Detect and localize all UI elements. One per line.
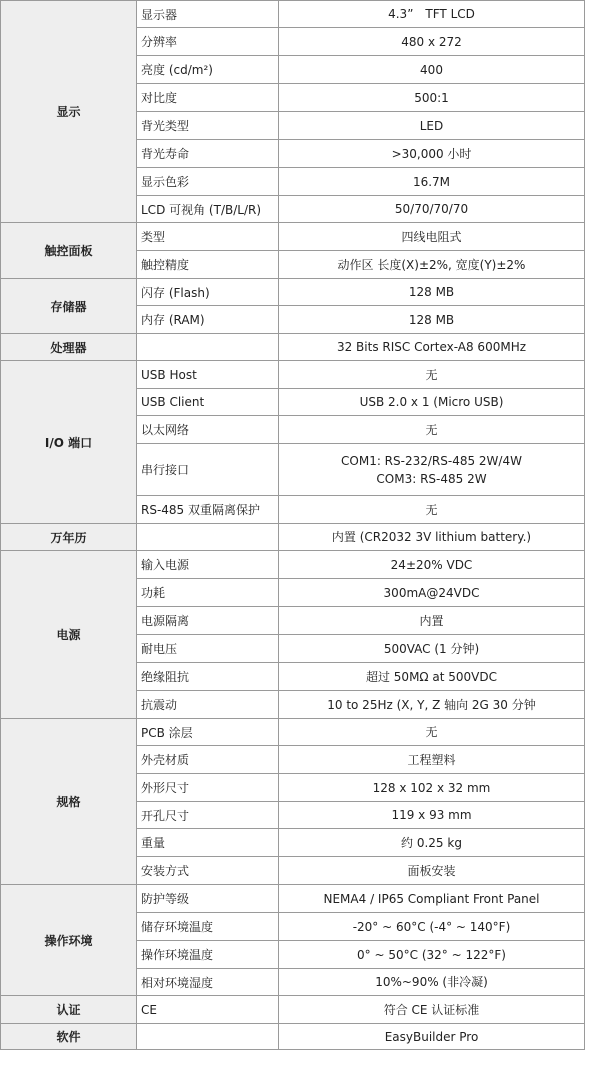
- category-label: I/O 端口: [1, 361, 137, 524]
- spec-value: 内置: [279, 607, 585, 635]
- category-label: 规格: [1, 719, 137, 885]
- category-label: 触控面板: [1, 223, 137, 279]
- spec-row: [1, 334, 585, 361]
- spec-row: [1, 279, 585, 306]
- spec-value: NEMA4 / IP65 Compliant Front Panel: [279, 885, 585, 913]
- spec-key: 绝缘阻抗: [137, 663, 279, 691]
- spec-key: 相对环境湿度: [137, 969, 279, 996]
- spec-key: 电源隔离: [137, 607, 279, 635]
- spec-table-body: [1, 1, 585, 1050]
- spec-key: 操作环境温度: [137, 941, 279, 969]
- spec-value: 16.7M: [279, 168, 585, 196]
- spec-key: 安装方式: [137, 857, 279, 885]
- spec-value: 无: [279, 361, 585, 389]
- spec-key: [137, 334, 279, 361]
- category-label: 万年历: [1, 524, 137, 551]
- spec-key: 重量: [137, 829, 279, 857]
- spec-value-line: COM1: RS-232/RS-485 2W/4W: [341, 453, 522, 468]
- category-label: 处理器: [1, 334, 137, 361]
- spec-value: 四线电阻式: [279, 223, 585, 251]
- spec-key: 触控精度: [137, 251, 279, 279]
- category-label: 操作环境: [1, 885, 137, 996]
- spec-key: 外壳材质: [137, 746, 279, 774]
- category-label: 软件: [1, 1024, 137, 1050]
- spec-value: 无: [279, 496, 585, 524]
- spec-key: 串行接口: [137, 444, 279, 496]
- spec-key: 亮度 (cd/m²): [137, 56, 279, 84]
- spec-key: 防护等级: [137, 885, 279, 913]
- spec-value: EasyBuilder Pro: [279, 1024, 585, 1050]
- spec-value: [279, 444, 585, 496]
- spec-row: [1, 996, 585, 1024]
- spec-value: 10 to 25Hz (X, Y, Z 轴向 2G 30 分钟: [279, 691, 585, 719]
- spec-key: 输入电源: [137, 551, 279, 579]
- spec-value: 128 x 102 x 32 mm: [279, 774, 585, 802]
- spec-key: 储存环境温度: [137, 913, 279, 941]
- spec-key: 以太网络: [137, 416, 279, 444]
- spec-row: [1, 223, 585, 251]
- spec-value: 动作区 长度(X)±2%, 宽度(Y)±2%: [279, 251, 585, 279]
- spec-value-line: COM3: RS-485 2W: [376, 471, 487, 486]
- spec-value: 500:1: [279, 84, 585, 112]
- category-label: 认证: [1, 996, 137, 1024]
- spec-value: LED: [279, 112, 585, 140]
- spec-key: LCD 可视角 (T/B/L/R): [137, 196, 279, 223]
- spec-value: 119 x 93 mm: [279, 802, 585, 829]
- spec-key: 背光类型: [137, 112, 279, 140]
- spec-key: 外形尺寸: [137, 774, 279, 802]
- spec-row: [1, 361, 585, 389]
- spec-row: [1, 1024, 585, 1050]
- spec-key: 耐电压: [137, 635, 279, 663]
- spec-value: 400: [279, 56, 585, 84]
- spec-value: -20° ~ 60°C (-4° ~ 140°F): [279, 913, 585, 941]
- spec-row: [1, 524, 585, 551]
- spec-row: [1, 1, 585, 28]
- spec-value: 24±20% VDC: [279, 551, 585, 579]
- spec-key: PCB 涂层: [137, 719, 279, 746]
- spec-value: >30,000 小时: [279, 140, 585, 168]
- spec-key: 显示器: [137, 1, 279, 28]
- spec-value: 480 x 272: [279, 28, 585, 56]
- spec-key: 闪存 (Flash): [137, 279, 279, 306]
- spec-key: 类型: [137, 223, 279, 251]
- spec-value: 面板安装: [279, 857, 585, 885]
- spec-key: 功耗: [137, 579, 279, 607]
- spec-key: 对比度: [137, 84, 279, 112]
- category-label: 存储器: [1, 279, 137, 334]
- spec-row: [1, 885, 585, 913]
- spec-key: 开孔尺寸: [137, 802, 279, 829]
- spec-key: 显示色彩: [137, 168, 279, 196]
- spec-value: 符合 CE 认证标准: [279, 996, 585, 1024]
- spec-row: [1, 719, 585, 746]
- spec-key: [137, 1024, 279, 1050]
- spec-key: RS-485 双重隔离保护: [137, 496, 279, 524]
- spec-value: 工程塑料: [279, 746, 585, 774]
- spec-key: USB Host: [137, 361, 279, 389]
- spec-value: 50/70/70/70: [279, 196, 585, 223]
- spec-value: USB 2.0 x 1 (Micro USB): [279, 389, 585, 416]
- spec-value: 超过 50MΩ at 500VDC: [279, 663, 585, 691]
- spec-value: 内置 (CR2032 3V lithium battery.): [279, 524, 585, 551]
- spec-row: [1, 551, 585, 579]
- spec-key: 抗震动: [137, 691, 279, 719]
- spec-key: 内存 (RAM): [137, 306, 279, 334]
- spec-key: USB Client: [137, 389, 279, 416]
- spec-key: CE: [137, 996, 279, 1024]
- spec-key: [137, 524, 279, 551]
- spec-value: 32 Bits RISC Cortex-A8 600MHz: [279, 334, 585, 361]
- spec-value: 500VAC (1 分钟): [279, 635, 585, 663]
- spec-value: 无: [279, 416, 585, 444]
- spec-value: 128 MB: [279, 279, 585, 306]
- spec-value: 0° ~ 50°C (32° ~ 122°F): [279, 941, 585, 969]
- spec-key: 分辨率: [137, 28, 279, 56]
- spec-value: 128 MB: [279, 306, 585, 334]
- spec-key: 背光寿命: [137, 140, 279, 168]
- category-label: 显示: [1, 1, 137, 223]
- spec-value: 约 0.25 kg: [279, 829, 585, 857]
- spec-value: 4.3” TFT LCD: [279, 1, 585, 28]
- category-label: 电源: [1, 551, 137, 719]
- spec-value: 10%~90% (非冷凝): [279, 969, 585, 996]
- spec-value: 300mA@24VDC: [279, 579, 585, 607]
- spec-value: 无: [279, 719, 585, 746]
